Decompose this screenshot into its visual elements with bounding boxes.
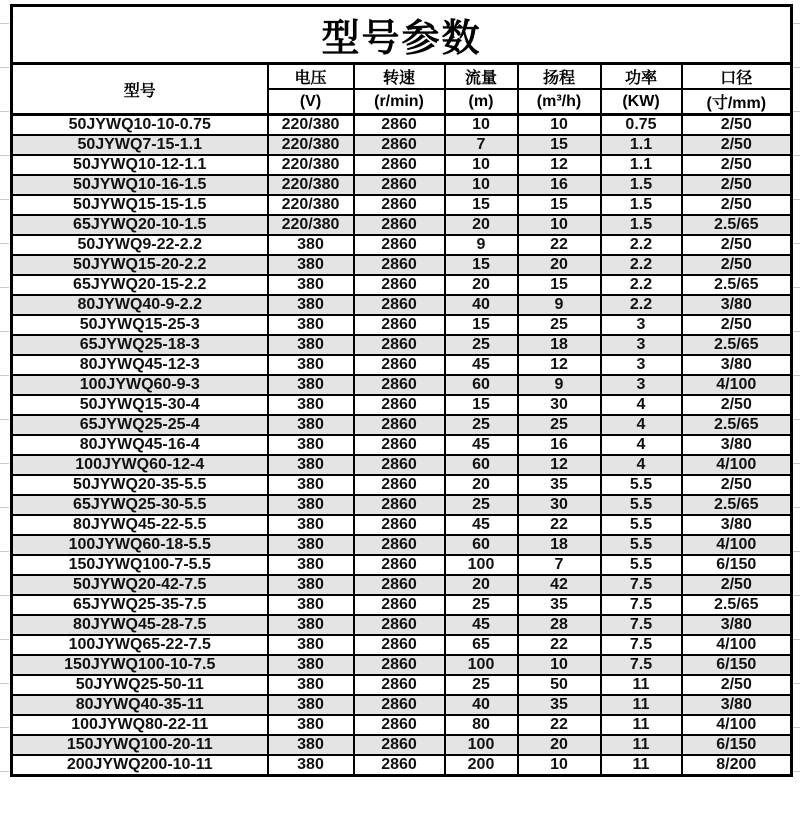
cell-diameter: 2.5/65 bbox=[682, 275, 792, 295]
table-row bbox=[12, 355, 792, 375]
cell-head: 12 bbox=[518, 455, 601, 475]
col-unit-voltage: (V) bbox=[268, 89, 354, 115]
cell-flow: 40 bbox=[445, 295, 518, 315]
cell-model: 50JYWQ15-20-2.2 bbox=[12, 255, 268, 275]
cell-model: 100JYWQ60-18-5.5 bbox=[12, 535, 268, 555]
cell-voltage: 220/380 bbox=[268, 115, 354, 136]
table-row bbox=[12, 375, 792, 395]
cell-diameter: 3/80 bbox=[682, 695, 792, 715]
cell-model: 50JYWQ20-42-7.5 bbox=[12, 575, 268, 595]
cell-head: 12 bbox=[518, 155, 601, 175]
cell-head: 35 bbox=[518, 595, 601, 615]
cell-speed: 2860 bbox=[354, 715, 445, 735]
cell-model: 150JYWQ100-10-7.5 bbox=[12, 655, 268, 675]
cell-model: 80JYWQ40-9-2.2 bbox=[12, 295, 268, 315]
cell-model: 50JYWQ25-50-11 bbox=[12, 675, 268, 695]
cell-voltage: 380 bbox=[268, 395, 354, 415]
table-row bbox=[12, 395, 792, 415]
cell-power: 7.5 bbox=[601, 575, 682, 595]
cell-power: 5.5 bbox=[601, 495, 682, 515]
cell-diameter: 6/150 bbox=[682, 555, 792, 575]
cell-diameter: 2/50 bbox=[682, 195, 792, 215]
cell-model: 80JYWQ45-28-7.5 bbox=[12, 615, 268, 635]
cell-model: 50JYWQ10-10-0.75 bbox=[12, 115, 268, 136]
cell-diameter: 2.5/65 bbox=[682, 215, 792, 235]
cell-head: 10 bbox=[518, 215, 601, 235]
cell-voltage: 380 bbox=[268, 275, 354, 295]
cell-diameter: 8/200 bbox=[682, 755, 792, 776]
cell-voltage: 380 bbox=[268, 575, 354, 595]
cell-model: 50JYWQ15-15-1.5 bbox=[12, 195, 268, 215]
cell-speed: 2860 bbox=[354, 375, 445, 395]
cell-voltage: 380 bbox=[268, 675, 354, 695]
left-margin-gridline-stubs bbox=[0, 0, 9, 829]
cell-flow: 20 bbox=[445, 215, 518, 235]
table-row bbox=[12, 295, 792, 315]
cell-power: 1.5 bbox=[601, 175, 682, 195]
cell-speed: 2860 bbox=[354, 395, 445, 415]
cell-speed: 2860 bbox=[354, 455, 445, 475]
cell-model: 100JYWQ65-22-7.5 bbox=[12, 635, 268, 655]
table-row bbox=[12, 195, 792, 215]
col-header-head: 扬程 bbox=[518, 64, 601, 90]
cell-diameter: 2/50 bbox=[682, 395, 792, 415]
cell-voltage: 220/380 bbox=[268, 195, 354, 215]
cell-flow: 20 bbox=[445, 275, 518, 295]
cell-power: 7.5 bbox=[601, 635, 682, 655]
table-row bbox=[12, 715, 792, 735]
cell-diameter: 2/50 bbox=[682, 235, 792, 255]
cell-model: 200JYWQ200-10-11 bbox=[12, 755, 268, 776]
cell-flow: 15 bbox=[445, 395, 518, 415]
cell-speed: 2860 bbox=[354, 255, 445, 275]
cell-head: 15 bbox=[518, 135, 601, 155]
cell-diameter: 2/50 bbox=[682, 115, 792, 136]
cell-diameter: 4/100 bbox=[682, 535, 792, 555]
cell-model: 65JYWQ25-30-5.5 bbox=[12, 495, 268, 515]
cell-power: 11 bbox=[601, 695, 682, 715]
cell-diameter: 2.5/65 bbox=[682, 495, 792, 515]
table-row bbox=[12, 755, 792, 776]
cell-speed: 2860 bbox=[354, 735, 445, 755]
cell-model: 50JYWQ9-22-2.2 bbox=[12, 235, 268, 255]
cell-voltage: 380 bbox=[268, 535, 354, 555]
cell-voltage: 380 bbox=[268, 335, 354, 355]
cell-head: 20 bbox=[518, 255, 601, 275]
cell-voltage: 220/380 bbox=[268, 175, 354, 195]
cell-power: 2.2 bbox=[601, 275, 682, 295]
cell-power: 2.2 bbox=[601, 255, 682, 275]
cell-voltage: 220/380 bbox=[268, 155, 354, 175]
cell-speed: 2860 bbox=[354, 675, 445, 695]
cell-power: 2.2 bbox=[601, 235, 682, 255]
cell-flow: 45 bbox=[445, 435, 518, 455]
cell-flow: 25 bbox=[445, 415, 518, 435]
cell-flow: 100 bbox=[445, 555, 518, 575]
cell-diameter: 3/80 bbox=[682, 515, 792, 535]
cell-voltage: 380 bbox=[268, 435, 354, 455]
cell-speed: 2860 bbox=[354, 595, 445, 615]
cell-voltage: 380 bbox=[268, 355, 354, 375]
cell-flow: 20 bbox=[445, 575, 518, 595]
cell-speed: 2860 bbox=[354, 335, 445, 355]
cell-voltage: 380 bbox=[268, 475, 354, 495]
cell-speed: 2860 bbox=[354, 235, 445, 255]
cell-voltage: 380 bbox=[268, 315, 354, 335]
cell-power: 11 bbox=[601, 715, 682, 735]
cell-flow: 15 bbox=[445, 255, 518, 275]
cell-head: 28 bbox=[518, 615, 601, 635]
cell-model: 100JYWQ80-22-11 bbox=[12, 715, 268, 735]
cell-power: 4 bbox=[601, 455, 682, 475]
cell-model: 150JYWQ100-7-5.5 bbox=[12, 555, 268, 575]
cell-flow: 45 bbox=[445, 615, 518, 635]
cell-power: 11 bbox=[601, 675, 682, 695]
cell-model: 65JYWQ25-18-3 bbox=[12, 335, 268, 355]
cell-flow: 45 bbox=[445, 355, 518, 375]
table-row bbox=[12, 275, 792, 295]
cell-head: 7 bbox=[518, 555, 601, 575]
cell-power: 11 bbox=[601, 755, 682, 776]
table-row bbox=[12, 595, 792, 615]
cell-power: 5.5 bbox=[601, 475, 682, 495]
cell-model: 80JYWQ45-22-5.5 bbox=[12, 515, 268, 535]
cell-voltage: 380 bbox=[268, 595, 354, 615]
table-row bbox=[12, 135, 792, 155]
cell-flow: 60 bbox=[445, 375, 518, 395]
cell-flow: 60 bbox=[445, 535, 518, 555]
cell-diameter: 2/50 bbox=[682, 675, 792, 695]
cell-power: 1.1 bbox=[601, 135, 682, 155]
cell-voltage: 380 bbox=[268, 615, 354, 635]
cell-speed: 2860 bbox=[354, 755, 445, 776]
cell-speed: 2860 bbox=[354, 535, 445, 555]
cell-head: 16 bbox=[518, 175, 601, 195]
cell-model: 65JYWQ20-10-1.5 bbox=[12, 215, 268, 235]
cell-power: 4 bbox=[601, 435, 682, 455]
table-row bbox=[12, 515, 792, 535]
cell-voltage: 380 bbox=[268, 735, 354, 755]
cell-head: 10 bbox=[518, 115, 601, 136]
cell-power: 3 bbox=[601, 335, 682, 355]
cell-head: 9 bbox=[518, 375, 601, 395]
cell-flow: 45 bbox=[445, 515, 518, 535]
col-header-model: 型号 bbox=[12, 64, 268, 115]
table-row bbox=[12, 115, 792, 136]
cell-flow: 10 bbox=[445, 175, 518, 195]
cell-head: 22 bbox=[518, 235, 601, 255]
cell-voltage: 220/380 bbox=[268, 135, 354, 155]
cell-power: 7.5 bbox=[601, 615, 682, 635]
table-row bbox=[12, 315, 792, 335]
cell-voltage: 380 bbox=[268, 295, 354, 315]
cell-power: 5.5 bbox=[601, 515, 682, 535]
cell-flow: 80 bbox=[445, 715, 518, 735]
cell-flow: 25 bbox=[445, 675, 518, 695]
cell-speed: 2860 bbox=[354, 415, 445, 435]
table-row bbox=[12, 435, 792, 455]
cell-power: 0.75 bbox=[601, 115, 682, 136]
cell-voltage: 220/380 bbox=[268, 215, 354, 235]
cell-flow: 200 bbox=[445, 755, 518, 776]
cell-voltage: 380 bbox=[268, 415, 354, 435]
cell-power: 4 bbox=[601, 415, 682, 435]
cell-model: 50JYWQ15-30-4 bbox=[12, 395, 268, 415]
page-title: 型号参数 bbox=[12, 6, 792, 64]
col-header-speed: 转速 bbox=[354, 64, 445, 90]
cell-head: 42 bbox=[518, 575, 601, 595]
cell-speed: 2860 bbox=[354, 475, 445, 495]
cell-speed: 2860 bbox=[354, 115, 445, 136]
table-row bbox=[12, 255, 792, 275]
cell-voltage: 380 bbox=[268, 255, 354, 275]
cell-model: 50JYWQ20-35-5.5 bbox=[12, 475, 268, 495]
cell-model: 100JYWQ60-12-4 bbox=[12, 455, 268, 475]
cell-flow: 60 bbox=[445, 455, 518, 475]
cell-head: 10 bbox=[518, 655, 601, 675]
cell-voltage: 380 bbox=[268, 375, 354, 395]
cell-power: 4 bbox=[601, 395, 682, 415]
cell-voltage: 380 bbox=[268, 235, 354, 255]
cell-head: 16 bbox=[518, 435, 601, 455]
spec-table bbox=[10, 4, 793, 777]
cell-flow: 15 bbox=[445, 195, 518, 215]
table-row bbox=[12, 455, 792, 475]
cell-diameter: 2/50 bbox=[682, 315, 792, 335]
col-header-flow: 流量 bbox=[445, 64, 518, 90]
cell-power: 2.2 bbox=[601, 295, 682, 315]
table-row bbox=[12, 215, 792, 235]
cell-model: 50JYWQ15-25-3 bbox=[12, 315, 268, 335]
cell-voltage: 380 bbox=[268, 495, 354, 515]
table-row bbox=[12, 415, 792, 435]
col-unit-power: (KW) bbox=[601, 89, 682, 115]
cell-diameter: 2/50 bbox=[682, 475, 792, 495]
cell-diameter: 3/80 bbox=[682, 355, 792, 375]
cell-head: 15 bbox=[518, 275, 601, 295]
cell-diameter: 2/50 bbox=[682, 575, 792, 595]
cell-head: 18 bbox=[518, 335, 601, 355]
cell-flow: 25 bbox=[445, 595, 518, 615]
col-header-voltage: 电压 bbox=[268, 64, 354, 90]
cell-diameter: 2/50 bbox=[682, 155, 792, 175]
cell-power: 7.5 bbox=[601, 595, 682, 615]
cell-head: 25 bbox=[518, 315, 601, 335]
cell-flow: 10 bbox=[445, 155, 518, 175]
cell-diameter: 6/150 bbox=[682, 735, 792, 755]
cell-power: 7.5 bbox=[601, 655, 682, 675]
cell-diameter: 4/100 bbox=[682, 635, 792, 655]
cell-speed: 2860 bbox=[354, 695, 445, 715]
cell-speed: 2860 bbox=[354, 655, 445, 675]
cell-head: 25 bbox=[518, 415, 601, 435]
cell-diameter: 6/150 bbox=[682, 655, 792, 675]
cell-power: 5.5 bbox=[601, 555, 682, 575]
cell-flow: 20 bbox=[445, 475, 518, 495]
table-row bbox=[12, 535, 792, 555]
cell-voltage: 380 bbox=[268, 455, 354, 475]
cell-power: 1.5 bbox=[601, 215, 682, 235]
cell-speed: 2860 bbox=[354, 615, 445, 635]
col-unit-flow: (m) bbox=[445, 89, 518, 115]
table-row bbox=[12, 475, 792, 495]
cell-diameter: 2.5/65 bbox=[682, 335, 792, 355]
cell-head: 22 bbox=[518, 515, 601, 535]
cell-diameter: 2/50 bbox=[682, 135, 792, 155]
table-row bbox=[12, 155, 792, 175]
cell-diameter: 4/100 bbox=[682, 455, 792, 475]
cell-head: 35 bbox=[518, 475, 601, 495]
cell-diameter: 3/80 bbox=[682, 615, 792, 635]
cell-power: 3 bbox=[601, 315, 682, 335]
cell-flow: 100 bbox=[445, 655, 518, 675]
cell-flow: 10 bbox=[445, 115, 518, 136]
cell-speed: 2860 bbox=[354, 355, 445, 375]
cell-model: 80JYWQ45-12-3 bbox=[12, 355, 268, 375]
cell-voltage: 380 bbox=[268, 695, 354, 715]
cell-flow: 15 bbox=[445, 315, 518, 335]
cell-model: 50JYWQ10-16-1.5 bbox=[12, 175, 268, 195]
cell-power: 1.1 bbox=[601, 155, 682, 175]
table-body bbox=[12, 115, 792, 776]
table-row bbox=[12, 635, 792, 655]
cell-diameter: 3/80 bbox=[682, 435, 792, 455]
cell-speed: 2860 bbox=[354, 215, 445, 235]
cell-diameter: 3/80 bbox=[682, 295, 792, 315]
cell-power: 3 bbox=[601, 375, 682, 395]
cell-flow: 40 bbox=[445, 695, 518, 715]
cell-head: 30 bbox=[518, 495, 601, 515]
table-row bbox=[12, 555, 792, 575]
table-row bbox=[12, 615, 792, 635]
cell-head: 20 bbox=[518, 735, 601, 755]
cell-head: 15 bbox=[518, 195, 601, 215]
cell-speed: 2860 bbox=[354, 275, 445, 295]
cell-power: 3 bbox=[601, 355, 682, 375]
cell-head: 22 bbox=[518, 635, 601, 655]
cell-diameter: 4/100 bbox=[682, 375, 792, 395]
table-row bbox=[12, 695, 792, 715]
cell-power: 5.5 bbox=[601, 535, 682, 555]
cell-voltage: 380 bbox=[268, 635, 354, 655]
cell-model: 150JYWQ100-20-11 bbox=[12, 735, 268, 755]
cell-speed: 2860 bbox=[354, 135, 445, 155]
cell-diameter: 2/50 bbox=[682, 175, 792, 195]
cell-voltage: 380 bbox=[268, 715, 354, 735]
cell-model: 100JYWQ60-9-3 bbox=[12, 375, 268, 395]
cell-diameter: 2/50 bbox=[682, 255, 792, 275]
cell-speed: 2860 bbox=[354, 295, 445, 315]
cell-head: 12 bbox=[518, 355, 601, 375]
cell-flow: 25 bbox=[445, 335, 518, 355]
cell-model: 80JYWQ45-16-4 bbox=[12, 435, 268, 455]
cell-flow: 7 bbox=[445, 135, 518, 155]
header-label-row bbox=[12, 64, 792, 90]
cell-head: 30 bbox=[518, 395, 601, 415]
cell-voltage: 380 bbox=[268, 555, 354, 575]
cell-speed: 2860 bbox=[354, 575, 445, 595]
cell-model: 50JYWQ10-12-1.1 bbox=[12, 155, 268, 175]
cell-model: 80JYWQ40-35-11 bbox=[12, 695, 268, 715]
cell-head: 9 bbox=[518, 295, 601, 315]
cell-voltage: 380 bbox=[268, 515, 354, 535]
cell-power: 1.5 bbox=[601, 195, 682, 215]
cell-head: 10 bbox=[518, 755, 601, 776]
table-row bbox=[12, 675, 792, 695]
col-unit-diameter: (寸/mm) bbox=[682, 89, 792, 115]
cell-speed: 2860 bbox=[354, 195, 445, 215]
col-unit-head: (m³/h) bbox=[518, 89, 601, 115]
cell-voltage: 380 bbox=[268, 655, 354, 675]
col-unit-speed: (r/min) bbox=[354, 89, 445, 115]
table-row bbox=[12, 655, 792, 675]
table-row bbox=[12, 495, 792, 515]
cell-model: 65JYWQ20-15-2.2 bbox=[12, 275, 268, 295]
col-header-diameter: 口径 bbox=[682, 64, 792, 90]
table-row bbox=[12, 335, 792, 355]
cell-speed: 2860 bbox=[354, 635, 445, 655]
cell-flow: 100 bbox=[445, 735, 518, 755]
cell-speed: 2860 bbox=[354, 435, 445, 455]
cell-flow: 9 bbox=[445, 235, 518, 255]
cell-head: 50 bbox=[518, 675, 601, 695]
cell-model: 50JYWQ7-15-1.1 bbox=[12, 135, 268, 155]
cell-voltage: 380 bbox=[268, 755, 354, 776]
cell-speed: 2860 bbox=[354, 495, 445, 515]
cell-flow: 65 bbox=[445, 635, 518, 655]
col-header-power: 功率 bbox=[601, 64, 682, 90]
cell-head: 22 bbox=[518, 715, 601, 735]
cell-head: 18 bbox=[518, 535, 601, 555]
title-row bbox=[12, 6, 792, 64]
cell-model: 65JYWQ25-35-7.5 bbox=[12, 595, 268, 615]
cell-power: 11 bbox=[601, 735, 682, 755]
cell-speed: 2860 bbox=[354, 315, 445, 335]
cell-diameter: 2.5/65 bbox=[682, 415, 792, 435]
cell-diameter: 2.5/65 bbox=[682, 595, 792, 615]
cell-speed: 2860 bbox=[354, 175, 445, 195]
cell-model: 65JYWQ25-25-4 bbox=[12, 415, 268, 435]
cell-speed: 2860 bbox=[354, 555, 445, 575]
cell-speed: 2860 bbox=[354, 155, 445, 175]
cell-flow: 25 bbox=[445, 495, 518, 515]
table-row bbox=[12, 575, 792, 595]
cell-head: 35 bbox=[518, 695, 601, 715]
cell-diameter: 4/100 bbox=[682, 715, 792, 735]
table-row bbox=[12, 175, 792, 195]
table-row bbox=[12, 235, 792, 255]
cell-speed: 2860 bbox=[354, 515, 445, 535]
table-row bbox=[12, 735, 792, 755]
